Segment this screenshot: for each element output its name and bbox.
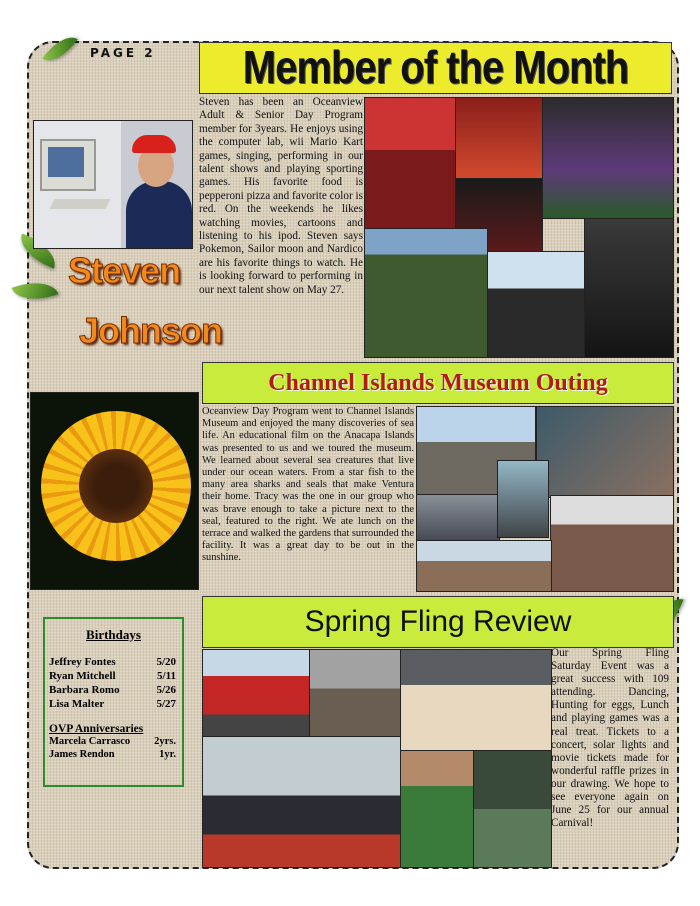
spring-photo-1 bbox=[202, 649, 310, 737]
birthday-name: Ryan Mitchell bbox=[49, 670, 116, 682]
spring-fling-title: Spring Fling Review bbox=[304, 605, 572, 638]
birthday-row bbox=[45, 697, 182, 711]
motm-photo-6 bbox=[487, 251, 585, 358]
motm-photo-7 bbox=[584, 218, 674, 358]
anniversary-row bbox=[45, 735, 182, 748]
spring-fling-banner bbox=[202, 596, 674, 648]
birthday-name: Barbara Romo bbox=[49, 684, 120, 696]
birthday-date: 5/26 bbox=[156, 684, 176, 696]
channel-islands-text: Oceanview Day Program went to Channel Islands Museum and enjoyed the many discoveries of sea life. An educational film on the Anacapa Islands was presented to us and we toured the museum. We learned about several sea creatures that live under our ocean waters. From a star fish to the many area sharks and seals that make Ventura their home. Tracy was the one in our group who was brave enough to take a picture next to the seal, featured to the right. We ate lunch on the terrace and walked the gardens that surrounded the facility. It was a great day to be out in the sunshine. bbox=[202, 406, 414, 564]
spring-photo-6 bbox=[473, 750, 552, 868]
keyboard bbox=[50, 199, 111, 209]
spring-photo-2 bbox=[309, 649, 401, 737]
birthday-row bbox=[45, 669, 182, 683]
birthday-date: 5/11 bbox=[157, 670, 176, 682]
person-shirt bbox=[126, 181, 192, 248]
spring-photo-5 bbox=[400, 750, 474, 868]
birthday-date: 5/20 bbox=[156, 656, 176, 668]
member-of-month-title: Member of the Month bbox=[242, 42, 629, 93]
anniversary-years: 1yr. bbox=[159, 749, 176, 760]
spring-photo-3 bbox=[400, 649, 552, 751]
birthday-date: 5/27 bbox=[156, 698, 176, 710]
page-number: PAGE 2 bbox=[90, 46, 156, 60]
motm-photo-1 bbox=[364, 97, 456, 229]
birthdays-title: Birthdays bbox=[86, 627, 141, 642]
sunflower-center bbox=[79, 449, 153, 523]
anniversary-row bbox=[45, 748, 182, 761]
anniversary-name: Marcela Carrasco bbox=[49, 736, 131, 747]
birthday-row bbox=[45, 655, 182, 669]
member-last-name: Johnson bbox=[79, 310, 222, 351]
channel-islands-banner bbox=[202, 362, 674, 404]
member-of-month-banner bbox=[199, 42, 672, 94]
sunflower-photo bbox=[30, 392, 199, 590]
birthdays-box bbox=[43, 617, 184, 787]
monitor-screen bbox=[48, 147, 84, 177]
anniversary-name: James Rendon bbox=[49, 749, 115, 760]
birthday-name: Jeffrey Fontes bbox=[49, 656, 116, 668]
member-first-name: Steven bbox=[68, 250, 181, 291]
museum-photo-6 bbox=[416, 540, 552, 592]
anniversary-years: 2yrs. bbox=[154, 736, 176, 747]
channel-islands-title: Channel Islands Museum Outing bbox=[268, 369, 608, 396]
birthday-name: Lisa Malter bbox=[49, 698, 105, 710]
spring-photo-4 bbox=[202, 736, 401, 868]
red-cap bbox=[132, 135, 176, 153]
motm-photo-3 bbox=[542, 97, 674, 219]
museum-photo-3 bbox=[416, 494, 500, 542]
steven-computer-photo bbox=[33, 120, 193, 249]
spring-fling-text: Our Spring Fling Saturday Event was a great success with 109 attending. Dancing, Hunting for eggs, Lunch and playing games was a real treat. Tickets to a concert, solar lights and movie tickets made for wonderful raffle prizes in our drawing. We hope to see everyone again on June 25 for our annual Carnival! bbox=[551, 647, 669, 830]
motm-photo-2 bbox=[455, 97, 543, 179]
birthday-row bbox=[45, 683, 182, 697]
member-of-month-text: Steven has been an Oceanview Adult & Senior Day Program member for 3years. He enjoys using the computer lab, wii Mario Kart games, singing, performing in our talent shows and playing sporting games. His favorite food is pepperoni pizza and favorite color is red. On the weekends he likes watching movies, cartoons and listening to his ipod. Steven says Pokemon, Sailor moon and Nardico are his favorite things to watch. He is looking forward to performing in our next talent show on May 27. bbox=[199, 96, 363, 296]
museum-photo-2 bbox=[536, 406, 674, 498]
anniversaries-title: OVP Anniversaries bbox=[49, 723, 144, 735]
motm-photo-5 bbox=[364, 228, 488, 358]
museum-photo-5 bbox=[550, 495, 674, 592]
museum-photo-4 bbox=[497, 460, 549, 538]
